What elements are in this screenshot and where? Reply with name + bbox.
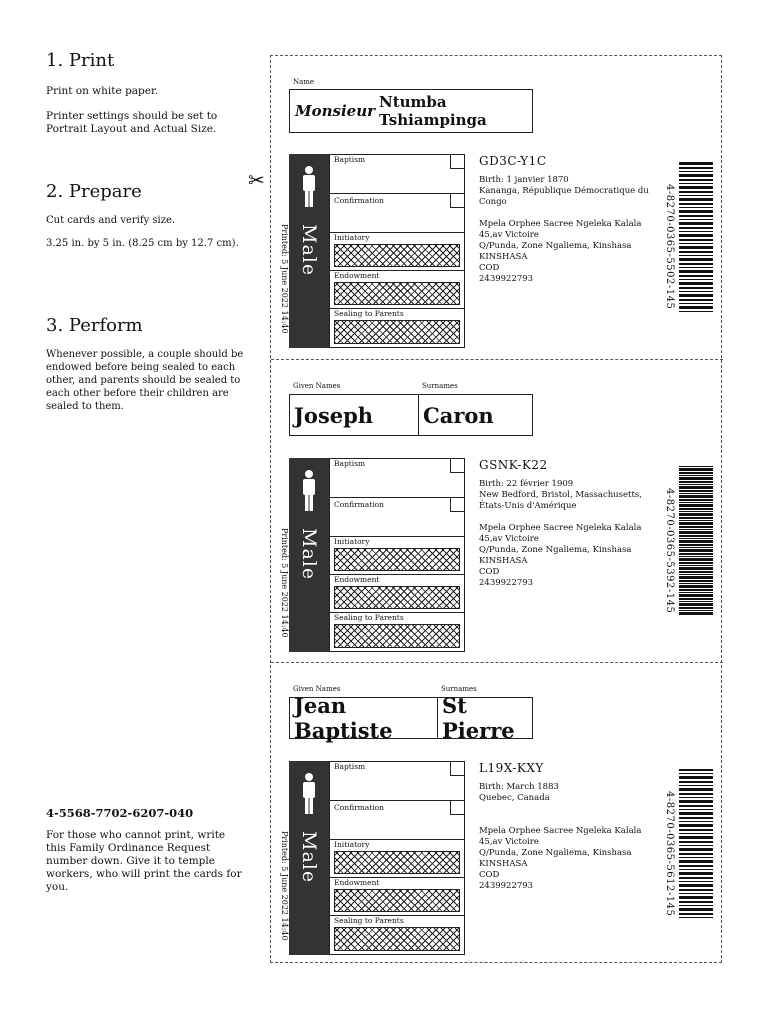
gender-label: Male	[298, 528, 320, 581]
male-figure-icon	[299, 773, 319, 815]
print-section	[46, 50, 252, 148]
address-line: KINSHASA	[479, 252, 528, 262]
perform-section	[46, 315, 246, 423]
hatched-field	[334, 889, 460, 912]
name-box	[289, 89, 533, 133]
prepare-heading: 2. Prepare	[46, 181, 142, 202]
male-figure-icon	[299, 470, 319, 512]
request-number: 4-5568-7702-6207-040	[46, 806, 194, 820]
gender-label: Male	[298, 224, 320, 277]
person-info	[479, 763, 657, 892]
printed-date: Printed: 5 June 2022 14:40	[280, 224, 289, 334]
address-line: KINSHASA	[479, 556, 528, 566]
address-line: Mpela Orphee Sacree Ngeleka Kalala	[479, 826, 642, 836]
sealing-label: Sealing to Parents	[334, 613, 404, 622]
address-line: 45,av Victoire	[479, 230, 539, 240]
baptism-label: Baptism	[334, 459, 366, 468]
name-box	[289, 394, 533, 436]
sealing-label: Sealing to Parents	[334, 309, 404, 318]
initiatory-label: Initiatory	[334, 537, 370, 546]
given-names-label: Given Names	[293, 685, 341, 693]
ordinance-confirmation	[330, 801, 464, 840]
print-text-2: Printer settings should be set to Portrait Layout and Actual Size.	[46, 110, 218, 135]
scissors-icon: ✂	[248, 168, 265, 192]
barcode-number: 4-8270-0365-5392-145	[664, 488, 675, 614]
ordinance-sealing	[330, 613, 464, 651]
ordinance-card	[271, 662, 723, 965]
prepare-text-1: Cut cards and verify size.	[46, 215, 176, 226]
hatched-field	[334, 624, 460, 648]
full-name: Ntumba Tshiampinga	[379, 93, 487, 129]
perform-text: Whenever possible, a couple should be endowed before being sealed to each other, and parents should be sealed to each other before their children are sealed to them.	[46, 349, 244, 412]
address-line: Q/Punda, Zone Ngaliema, Kinshasa	[479, 545, 632, 555]
barcode	[679, 769, 713, 919]
mailing-address	[479, 523, 657, 589]
address-line: COD	[479, 567, 500, 577]
initiatory-label: Initiatory	[334, 233, 370, 242]
baptism-checkbox[interactable]	[450, 155, 464, 169]
address-line: Mpela Orphee Sacree Ngeleka Kalala	[479, 219, 642, 229]
ordinance-sealing	[330, 309, 464, 347]
surnames-label: Surnames	[441, 685, 477, 693]
baptism-label: Baptism	[334, 155, 366, 164]
hatched-field	[334, 244, 460, 267]
gender-panel	[289, 154, 329, 348]
address-line: Q/Punda, Zone Ngaliema, Kinshasa	[479, 241, 632, 251]
address-line: KINSHASA	[479, 859, 528, 869]
gender-label: Male	[298, 831, 320, 884]
prepare-section	[46, 181, 252, 260]
printed-date: Printed: 5 June 2022 14:40	[280, 831, 289, 941]
name-box	[289, 693, 533, 743]
ordinance-card	[271, 56, 723, 358]
perform-heading: 3. Perform	[46, 315, 143, 336]
birth-date: Birth: March 1883	[479, 782, 559, 792]
address-line: 45,av Victoire	[479, 534, 539, 544]
mailing-address	[479, 219, 657, 285]
birth-date: Birth: 22 février 1909	[479, 479, 574, 489]
surname: Caron	[418, 395, 532, 435]
address-line: COD	[479, 263, 500, 273]
endowment-label: Endowment	[334, 271, 380, 280]
address-line: 2439922793	[479, 274, 534, 284]
initiatory-label: Initiatory	[334, 840, 370, 849]
given-name: Joseph	[294, 402, 374, 428]
prepare-text-2: 3.25 in. by 5 in. (8.25 cm by 12.7 cm).	[46, 238, 239, 249]
person-info	[479, 156, 657, 285]
gender-panel	[289, 458, 329, 652]
ordinance-confirmation	[330, 194, 464, 233]
hatched-field	[334, 586, 460, 609]
confirmation-label: Confirmation	[334, 500, 385, 509]
barcode-number: 4-8270-0365-5502-145	[664, 184, 675, 310]
birth-date: Birth: 1 janvier 1870	[479, 175, 569, 185]
birth-place: New Bedford, Bristol, Massachusetts, États-Unis d'Amérique	[479, 490, 642, 511]
baptism-checkbox[interactable]	[450, 459, 464, 473]
hatched-field	[334, 548, 460, 571]
confirmation-label: Confirmation	[334, 196, 385, 205]
ordinance-endowment	[330, 878, 464, 916]
print-text-1: Print on white paper.	[46, 85, 159, 97]
barcode	[679, 466, 713, 616]
barcode-number: 4-8270-0365-5612-145	[664, 791, 675, 917]
ordinance-initiatory	[330, 840, 464, 878]
endowment-label: Endowment	[334, 878, 380, 887]
given-names-label: Given Names	[293, 382, 341, 390]
print-heading: 1. Print	[46, 50, 115, 71]
surnames-label: Surnames	[422, 382, 458, 390]
ordinance-baptism	[330, 459, 464, 498]
hatched-field	[334, 320, 460, 344]
person-info	[479, 460, 657, 589]
familysearch-id: L19X-KXY	[479, 761, 544, 775]
ordinance-baptism	[330, 155, 464, 194]
barcode	[679, 162, 713, 312]
address-line: COD	[479, 870, 500, 880]
hatched-field	[334, 851, 460, 874]
request-section	[46, 806, 246, 894]
endowment-label: Endowment	[334, 575, 380, 584]
surname: St Pierre	[437, 698, 532, 738]
name-prefix: Monsieur	[295, 102, 376, 120]
address-line: 2439922793	[479, 881, 534, 891]
address-line: 2439922793	[479, 578, 534, 588]
ordinance-grid	[329, 761, 465, 955]
request-text: For those who cannot print, write this Family Ordinance Request number down. Give it to temple workers, who will print the cards for you.	[46, 829, 242, 893]
sealing-label: Sealing to Parents	[334, 916, 404, 925]
ordinance-grid	[329, 154, 465, 348]
confirmation-checkbox[interactable]	[450, 498, 464, 512]
baptism-label: Baptism	[334, 762, 366, 771]
baptism-checkbox[interactable]	[450, 762, 464, 776]
gender-panel	[289, 761, 329, 955]
printed-date: Printed: 5 June 2022 14:40	[280, 528, 289, 638]
familysearch-id: GD3C-Y1C	[479, 154, 547, 168]
mailing-address	[479, 826, 657, 892]
ordinance-endowment	[330, 271, 464, 309]
address-line: Q/Punda, Zone Ngaliema, Kinshasa	[479, 848, 632, 858]
birth-place: Kananga, République Démocratique du Congo	[479, 186, 649, 207]
hatched-field	[334, 927, 460, 951]
address-line: 45,av Victoire	[479, 837, 539, 847]
familysearch-id: GSNK-K22	[479, 458, 548, 472]
ordinance-grid	[329, 458, 465, 652]
given-name: Jean Baptiste	[294, 693, 393, 743]
name-label: Name	[293, 78, 315, 86]
ordinance-initiatory	[330, 233, 464, 271]
hatched-field	[334, 282, 460, 305]
ordinance-endowment	[330, 575, 464, 613]
card-sheet	[270, 55, 722, 963]
confirmation-checkbox[interactable]	[450, 194, 464, 208]
confirmation-label: Confirmation	[334, 803, 385, 812]
ordinance-initiatory	[330, 537, 464, 575]
male-figure-icon	[299, 166, 319, 208]
address-line: Mpela Orphee Sacree Ngeleka Kalala	[479, 523, 642, 533]
birth-place: Quebec, Canada	[479, 793, 550, 803]
ordinance-baptism	[330, 762, 464, 801]
confirmation-checkbox[interactable]	[450, 801, 464, 815]
ordinance-confirmation	[330, 498, 464, 537]
ordinance-sealing	[330, 916, 464, 954]
ordinance-card	[271, 359, 723, 662]
